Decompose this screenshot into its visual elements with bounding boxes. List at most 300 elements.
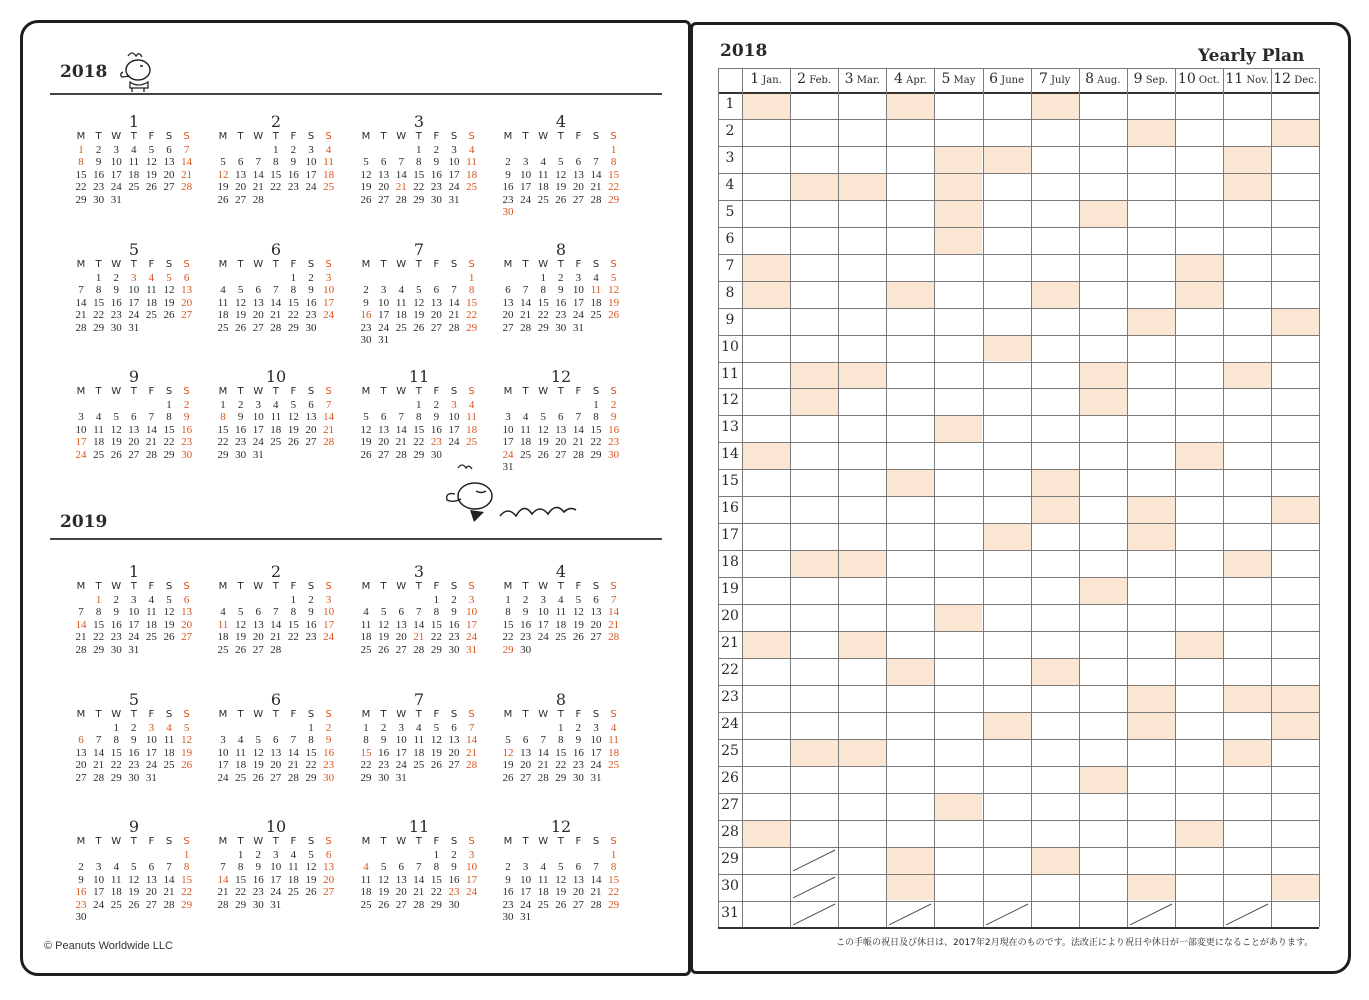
calendar-day: 8: [610, 156, 617, 169]
invalid-date-slash: [790, 901, 838, 928]
weekday-label: M: [218, 581, 228, 592]
calendar-day: 7: [610, 594, 617, 606]
calendar-day: 9: [113, 606, 119, 619]
calendar-day: 15: [430, 873, 442, 886]
calendar-day: 9: [451, 606, 457, 619]
calendar-day: 6: [166, 144, 172, 156]
weekday-label: T: [380, 709, 387, 720]
calendar-day: 28: [75, 643, 87, 656]
calendar-day: 16: [235, 423, 247, 436]
month-number: 3: [413, 112, 425, 131]
calendar-day: 21: [287, 759, 299, 772]
calendar-day: 17: [448, 168, 460, 181]
day-row-label: 5: [725, 203, 735, 220]
holiday-cell: [1176, 443, 1223, 469]
calendar-day: 14: [413, 873, 425, 886]
month-number: 12: [550, 817, 572, 836]
weekday-label: F: [575, 836, 582, 847]
weekday-header: [214, 259, 338, 271]
holiday-cell: [839, 632, 886, 658]
weekday-label: S: [183, 581, 190, 592]
calendar-day: 19: [305, 873, 317, 886]
calendar-day: 16: [430, 168, 442, 181]
calendar-day: 13: [572, 873, 584, 886]
calendar-day: 30: [305, 321, 317, 334]
month-number: 6: [989, 71, 998, 87]
weekday-label: W: [538, 709, 549, 720]
weekday-label: F: [575, 131, 582, 142]
weekday-label: T: [522, 836, 529, 847]
month-column-header: [983, 71, 1031, 95]
calendar-day: 13: [270, 746, 282, 759]
weekday-label: W: [253, 709, 264, 720]
calendar-day: 1: [416, 399, 422, 411]
calendar-day: 29: [537, 321, 549, 334]
calendar-day: 21: [413, 631, 425, 644]
weekday-label: S: [450, 131, 458, 142]
calendar-day: 29: [93, 321, 105, 334]
calendar-day: 21: [537, 759, 549, 772]
holiday-cell: [1176, 255, 1223, 281]
calendar-day: 16: [520, 618, 532, 631]
calendar-day: 7: [398, 411, 404, 424]
calendar-day: 21: [181, 168, 193, 181]
calendar-day: 28: [590, 193, 602, 206]
calendar-day: 27: [448, 759, 460, 772]
calendar-day: 5: [148, 144, 155, 156]
calendar-day: 7: [95, 734, 102, 747]
weekday-label: S: [165, 581, 173, 592]
weekday-label: W: [538, 259, 549, 270]
calendar-year-title: 2019: [60, 512, 108, 532]
weekday-label: T: [522, 581, 529, 592]
weekday-label: S: [325, 259, 332, 270]
weekday-label: M: [361, 581, 371, 592]
month-name: Apr.: [902, 75, 927, 86]
calendar-day: 27: [163, 181, 175, 194]
calendar-day: 7: [398, 156, 404, 169]
calendar-day: 5: [255, 734, 261, 747]
calendar-day: 30: [235, 448, 247, 461]
day-row-label: 16: [721, 500, 739, 517]
calendar-day: 7: [593, 861, 599, 874]
calendar-day: 2: [113, 272, 119, 284]
weekday-header: [214, 131, 338, 143]
calendar-day: 13: [305, 411, 317, 424]
month-number: 2: [797, 71, 807, 87]
calendar-day: 25: [323, 181, 335, 194]
calendar-day: 2: [558, 272, 564, 284]
weekday-label: T: [272, 581, 279, 592]
weekday-header: [72, 131, 196, 143]
calendar-day: 23: [305, 631, 317, 644]
calendar-day: 3: [220, 734, 226, 747]
calendar-day: 24: [270, 886, 282, 899]
calendar-day: 31: [110, 193, 122, 206]
calendar-day: 14: [181, 156, 193, 169]
grid-column-line: [886, 68, 887, 927]
weekday-label: M: [503, 386, 513, 397]
calendar-day: 3: [380, 284, 387, 297]
weekday-label: M: [503, 259, 513, 270]
calendar-day: 8: [610, 861, 617, 874]
calendar-day: 9: [380, 734, 387, 747]
weekday-label: T: [237, 709, 244, 720]
calendar-day: 29: [590, 448, 602, 461]
weekday-label: W: [396, 259, 407, 270]
calendar-day: 23: [502, 193, 514, 206]
woodstock-sleeping-doodle: [440, 458, 590, 530]
calendar-day: 3: [308, 144, 314, 156]
calendar-day: 9: [95, 156, 102, 169]
calendar-day: 5: [575, 594, 582, 606]
holiday-cell: [791, 363, 838, 389]
grid-row-line: [718, 362, 1319, 363]
calendar-day: 30: [93, 193, 105, 206]
weekday-label: S: [610, 259, 617, 270]
calendar-day: 13: [252, 618, 264, 631]
calendar-day: 4: [398, 284, 404, 297]
calendar-day: 29: [305, 771, 317, 784]
month-number: 8: [1085, 71, 1094, 87]
calendar-day: 26: [128, 898, 140, 911]
calendar-day: 9: [451, 861, 457, 874]
calendar-day: 20: [252, 631, 264, 644]
weekday-label: T: [272, 259, 279, 270]
calendar-day: 29: [608, 193, 620, 206]
grid-column-line: [1319, 68, 1320, 927]
grid-row-line: [718, 927, 1319, 929]
day-row-label: 28: [721, 823, 739, 840]
calendar-day: 29: [430, 643, 442, 656]
calendar-day: 30: [181, 448, 193, 461]
calendar-day: 16: [502, 886, 514, 899]
calendar-day: 8: [273, 156, 279, 169]
calendar-day: 5: [220, 156, 226, 169]
weekday-label: M: [76, 259, 86, 270]
calendar-day: 23: [448, 631, 460, 644]
grid-column-line: [934, 68, 935, 927]
calendar-day: 25: [520, 448, 532, 461]
calendar-day: 28: [287, 771, 299, 784]
calendar-day: 19: [145, 168, 157, 181]
calendar-day: 18: [520, 436, 532, 449]
calendar-day: 2: [380, 722, 387, 734]
calendar-day: 14: [395, 168, 407, 181]
month-number: 11: [408, 817, 430, 836]
calendar-day: 16: [305, 296, 317, 309]
holiday-cell: [887, 93, 934, 119]
yearly-plan-title: Yearly Plan: [1198, 46, 1305, 66]
day-row-label: 27: [721, 796, 739, 813]
calendar-day: 11: [466, 411, 477, 424]
calendar-day: 15: [590, 423, 602, 436]
calendar-day: 14: [448, 296, 460, 309]
calendar-day: 8: [363, 734, 369, 747]
calendar-day: 10: [128, 284, 140, 297]
weekday-header: [214, 386, 338, 398]
calendar-day: 24: [378, 321, 390, 334]
calendar-day: 3: [540, 594, 546, 606]
calendar-day: 25: [466, 181, 478, 194]
calendar-day: 31: [395, 771, 407, 784]
grid-row-line: [718, 550, 1319, 551]
weekday-label: T: [380, 386, 387, 397]
month-number: 11: [1225, 71, 1244, 87]
calendar-day: 27: [252, 321, 264, 334]
calendar-day: 14: [287, 746, 299, 759]
calendar-day: 8: [183, 861, 190, 874]
calendar-day: 25: [608, 759, 620, 772]
calendar-day: 26: [181, 759, 193, 772]
calendar-day: 2: [522, 594, 529, 606]
calendar-day: 12: [502, 746, 514, 759]
day-row-label: 3: [725, 149, 735, 166]
calendar-day: 30: [448, 898, 460, 911]
holiday-cell: [1176, 632, 1223, 658]
calendar-day: 8: [433, 861, 440, 874]
calendar-day: 1: [183, 849, 190, 861]
weekday-header: [214, 581, 338, 593]
calendar-day: 13: [163, 156, 175, 169]
month-number: 2: [270, 112, 282, 131]
holiday-cell: [1176, 282, 1223, 308]
holiday-cell: [984, 713, 1031, 739]
weekday-label: S: [183, 709, 190, 720]
weekday-label: T: [557, 131, 564, 142]
weekday-label: F: [148, 386, 155, 397]
calendar-day: 10: [323, 606, 335, 619]
weekday-label: S: [183, 131, 190, 142]
holiday-cell: [839, 174, 886, 200]
calendar-day: 30: [75, 911, 87, 923]
calendar-day: 15: [608, 168, 620, 181]
month-name: Sep.: [1142, 75, 1169, 86]
calendar-day: 22: [413, 436, 425, 449]
holiday-cell: [1032, 659, 1079, 685]
weekday-label: T: [130, 131, 137, 142]
calendar-day: 19: [378, 886, 390, 899]
calendar-day: 5: [380, 861, 387, 874]
calendar-day: 7: [416, 606, 422, 619]
calendar-day: 17: [378, 309, 390, 322]
calendar-day: 20: [555, 436, 567, 449]
calendar-day: 28: [75, 321, 87, 334]
weekday-label: T: [522, 131, 529, 142]
calendar-day: 22: [163, 436, 175, 449]
calendar-day: 2: [95, 144, 102, 156]
calendar-day: 7: [273, 284, 279, 297]
calendar-day: 9: [325, 734, 332, 747]
calendar-day: 1: [308, 722, 314, 734]
calendar-day: 22: [413, 181, 425, 194]
calendar-day: 20: [590, 618, 602, 631]
holiday-cell: [1080, 578, 1127, 604]
calendar-day: 25: [217, 321, 229, 334]
weekday-header: [357, 581, 481, 593]
calendar-day: 10: [395, 734, 407, 747]
weekday-label: S: [468, 259, 475, 270]
calendar-year-title: 2018: [60, 62, 108, 82]
month-number: 1: [128, 112, 140, 131]
calendar-day: 17: [323, 618, 335, 631]
weekday-label: F: [148, 836, 155, 847]
weekday-label: W: [111, 386, 122, 397]
calendar-day: 9: [505, 168, 511, 181]
weekday-label: S: [468, 836, 475, 847]
calendar-day: 15: [413, 423, 425, 436]
calendar-day: 18: [145, 618, 157, 631]
calendar-day: 9: [131, 734, 137, 747]
calendar-day: 13: [235, 168, 247, 181]
calendar-day: 21: [163, 886, 175, 899]
weekday-label: T: [237, 131, 244, 142]
calendar-day: 4: [416, 722, 422, 734]
calendar-day: 8: [540, 284, 546, 297]
weekday-label: S: [165, 709, 173, 720]
calendar-day: 7: [273, 606, 279, 619]
calendar-day: 17: [128, 618, 140, 631]
calendar-day: 27: [590, 631, 602, 644]
calendar-day: 12: [537, 423, 549, 436]
calendar-day: 16: [448, 618, 460, 631]
calendar-day: 2: [308, 594, 314, 606]
holiday-cell: [743, 255, 790, 281]
weekday-label: T: [130, 386, 137, 397]
month-number: 7: [413, 240, 425, 259]
calendar-day: 21: [93, 759, 105, 772]
calendar-day: 11: [110, 873, 122, 886]
weekday-label: M: [218, 259, 228, 270]
calendar-day: 3: [113, 144, 119, 156]
calendar-day: 11: [146, 606, 157, 619]
weekday-label: W: [253, 386, 264, 397]
calendar-day: 15: [502, 618, 514, 631]
month-number: 5: [941, 71, 951, 87]
calendar-day: 13: [252, 296, 264, 309]
calendar-day: 4: [148, 594, 155, 606]
calendar-day: 18: [395, 309, 407, 322]
calendar-day: 20: [252, 309, 264, 322]
month-number: 8: [555, 240, 567, 259]
calendar-day: 18: [360, 886, 372, 899]
holiday-disclaimer: この手帳の祝日及び休日は、2017年2月現在のものです。法改正により祝日や休日が一部変更になることがあります。: [836, 938, 1314, 948]
calendar-day: 26: [163, 631, 175, 644]
calendar-day: 11: [128, 156, 140, 169]
holiday-cell: [887, 875, 934, 901]
calendar-day: 6: [398, 606, 404, 619]
calendar-day: 28: [323, 436, 335, 449]
calendar-day: 15: [555, 746, 567, 759]
calendar-day: 16: [555, 296, 567, 309]
calendar-day: 23: [110, 309, 122, 322]
month-number: 10: [1177, 71, 1196, 87]
calendar-day: 9: [575, 734, 582, 747]
calendar-day: 6: [183, 594, 190, 606]
calendar-day: 16: [287, 168, 299, 181]
calendar-day: 15: [466, 296, 478, 309]
calendar-day: 5: [131, 861, 137, 874]
calendar-day: 14: [537, 746, 549, 759]
calendar-day: 13: [128, 423, 140, 436]
calendar-day: 6: [451, 722, 457, 734]
month-number: 5: [128, 240, 140, 259]
month-column-header: [1031, 71, 1079, 95]
holiday-cell: [1272, 497, 1319, 523]
weekday-label: T: [380, 259, 387, 270]
calendar-day: 14: [590, 873, 602, 886]
day-row-label: 14: [721, 446, 739, 463]
weekday-label: T: [557, 581, 564, 592]
calendar-day: 29: [75, 193, 87, 206]
calendar-day: 11: [288, 861, 299, 874]
calendar-day: 2: [575, 722, 582, 734]
calendar-day: 18: [145, 296, 157, 309]
weekday-label: S: [610, 386, 617, 397]
calendar-day: 3: [325, 272, 332, 284]
calendar-day: 15: [305, 746, 317, 759]
calendar-day: 21: [608, 618, 620, 631]
calendar-day: 3: [398, 722, 404, 734]
calendar-day: 26: [378, 643, 390, 656]
calendar-day: 22: [555, 759, 567, 772]
calendar-day: 20: [430, 309, 442, 322]
weekday-label: M: [76, 836, 86, 847]
calendar-day: 25: [235, 771, 247, 784]
calendar-day: 25: [145, 631, 157, 644]
weekday-label: F: [433, 386, 440, 397]
weekday-header: [72, 386, 196, 398]
calendar-day: 19: [537, 436, 549, 449]
calendar-day: 11: [466, 156, 477, 169]
month-name: July: [1047, 75, 1071, 86]
calendar-day: 30: [430, 448, 442, 461]
calendar-day: 27: [520, 771, 532, 784]
calendar-day: 17: [520, 886, 532, 899]
calendar-day: 1: [558, 722, 564, 734]
weekday-label: F: [290, 581, 297, 592]
calendar-day: 10: [590, 734, 602, 747]
calendar-day: 6: [273, 734, 279, 747]
calendar-day: 17: [395, 746, 407, 759]
weekday-label: T: [272, 709, 279, 720]
calendar-day: 24: [520, 193, 532, 206]
weekday-label: S: [610, 709, 617, 720]
calendar-day: 1: [290, 272, 297, 284]
calendar-day: 25: [555, 631, 567, 644]
weekday-label: F: [290, 259, 297, 270]
day-row-label: 8: [725, 284, 735, 301]
weekday-label: T: [415, 709, 422, 720]
calendar-day: 10: [520, 873, 532, 886]
day-row-label: 13: [721, 419, 739, 436]
day-row-label: 29: [721, 850, 739, 867]
calendar-day: 30: [502, 206, 514, 218]
calendar-day: 6: [575, 861, 582, 874]
holiday-cell: [1128, 686, 1175, 712]
month-number: 4: [555, 562, 567, 581]
weekday-header: [72, 836, 196, 848]
calendar-day: 16: [360, 309, 372, 322]
grid-row-line: [718, 388, 1319, 389]
calendar-day: 24: [448, 436, 460, 449]
calendar-day: 9: [433, 156, 440, 169]
calendar-day: 28: [145, 448, 157, 461]
calendar-day: 31: [502, 461, 514, 473]
calendar-day: 5: [540, 411, 546, 424]
weekday-label: S: [165, 386, 173, 397]
calendar-day: 11: [93, 423, 104, 436]
